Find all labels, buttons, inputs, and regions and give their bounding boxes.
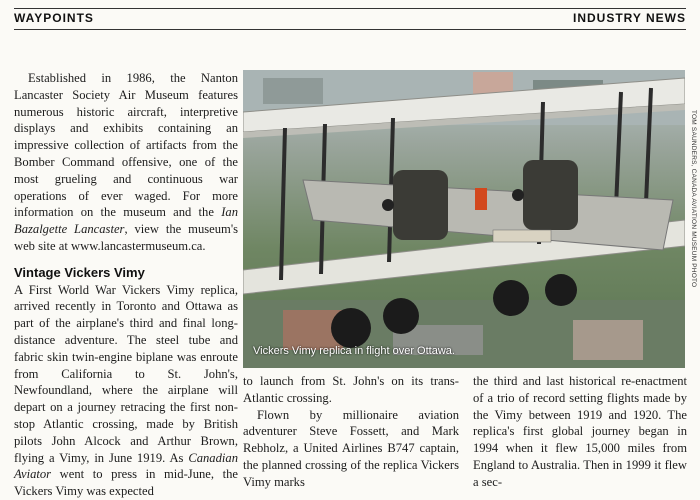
middle-paragraph-1: to launch from St. John's on its trans-Atlantic crossing. — [243, 374, 459, 405]
section-body-paragraph — [14, 282, 238, 500]
middle-paragraph-2: Flown by millionaire aviation adventurer Steve Fossett, and Mark Rebholz, a United Airlines B747 captain, the planned crossing of the replica Vickers Vimy marks — [243, 407, 459, 489]
right-paragraph-1: the third and last historical re-enactment of a trio of record setting flights made by the Vimy between 1919 and 1920. The replica's first global journey began in 1994 when it flew 15,000 miles from England to Australia. Then in 1999 it flew a sec- — [473, 374, 687, 489]
intro-paragraph — [14, 70, 238, 255]
intro-lead-text: Established in 1986, the Nanton Lancaster Society Air Museum features numerous historic aircraft, interpretive displays and exhibits containing an impressive collection of artifacts from the Bomber Command offensive, one of the most grueling and continuous war operations of ever waged. For more information on the museum and the — [14, 71, 238, 220]
intro-tail-text: , view the museum's web site at www.lancastermuseum.ca. — [14, 222, 238, 253]
section-heading: Vintage Vickers Vimy — [14, 264, 145, 280]
section-label-industry-news: INDUSTRY NEWS — [572, 11, 686, 25]
biplane-photo — [243, 70, 685, 368]
photo-credit — [686, 110, 698, 288]
section-body-text-2: went to press in mid-June, the Vickers Vimy was expected — [14, 467, 238, 499]
section-body-text-1: A First World War Vickers Vimy replica, arrived recently in Toronto and Ottawa as part of the airplane's third and final long-distance adventure. The steel tube and fabric skin twin-engine biplane was enroute from California to St. John's, Newfoundland, where the airplane will depart on a journey retracing the first non-stop Atlantic crossing, made by British pilots John Alcock and Arthur Brown, flying a Vimy, in June 1919. As — [14, 282, 238, 465]
page-header — [14, 8, 686, 30]
left-column — [14, 70, 238, 500]
intro-italic-title: Ian Bazalgette Lancaster — [14, 205, 238, 237]
vickers-vimy-illustration — [243, 70, 685, 368]
photo-credit-text: TOM SAUNDERS, CANADA AVIATION MUSEUM PHOTO — [690, 110, 697, 288]
photo-caption: Vickers Vimy replica in flight over Ottawa. — [253, 345, 455, 357]
section-body-italic: Canadian Aviator — [14, 450, 238, 482]
section-label-waypoints: WAYPOINTS — [14, 11, 94, 25]
